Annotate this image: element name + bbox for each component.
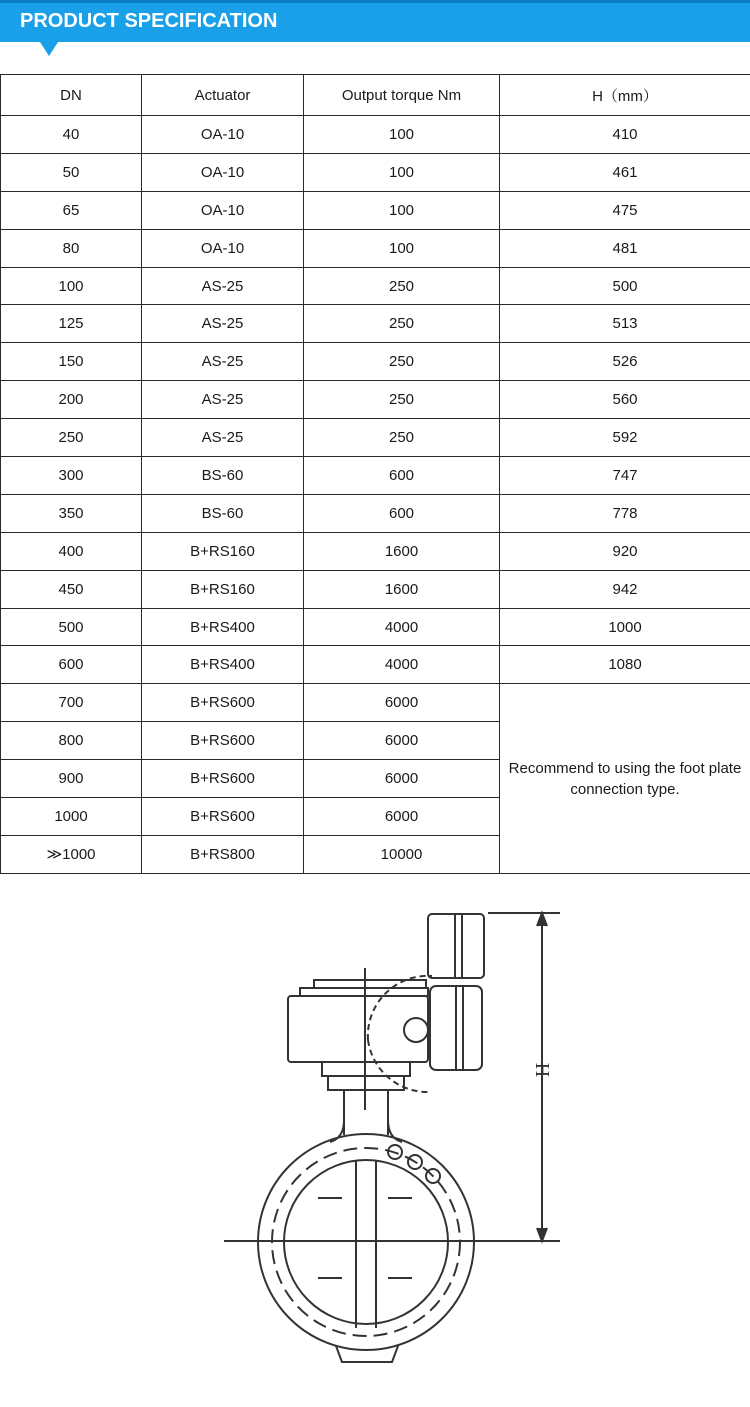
table-row: [1, 457, 750, 495]
cell-output-torque: 4000: [304, 646, 500, 684]
cell-actuator: B+RS800: [142, 835, 304, 873]
cell-actuator: B+RS600: [142, 684, 304, 722]
cell-height: 1080: [500, 646, 750, 684]
table-row: [1, 305, 750, 343]
cell-dn: 450: [1, 570, 142, 608]
cell-output-torque: 1600: [304, 570, 500, 608]
cell-height: 920: [500, 532, 750, 570]
cell-output-torque: 10000: [304, 835, 500, 873]
cell-output-torque: 600: [304, 494, 500, 532]
cell-output-torque: 6000: [304, 798, 500, 836]
cell-actuator: AS-25: [142, 305, 304, 343]
cell-height: 513: [500, 305, 750, 343]
table-row: [1, 191, 750, 229]
cell-actuator: OA-10: [142, 153, 304, 191]
table-row: [1, 608, 750, 646]
cell-actuator: AS-25: [142, 343, 304, 381]
cell-output-torque: 100: [304, 153, 500, 191]
cell-height: 461: [500, 153, 750, 191]
valve-drawing: [0, 880, 750, 1400]
cell-dn: 300: [1, 457, 142, 495]
cell-height: 475: [500, 191, 750, 229]
cell-output-torque: 4000: [304, 608, 500, 646]
cell-output-torque: 6000: [304, 760, 500, 798]
cell-dn: 250: [1, 419, 142, 457]
cell-actuator: BS-60: [142, 457, 304, 495]
cell-output-torque: 100: [304, 229, 500, 267]
cell-height: 500: [500, 267, 750, 305]
cell-dn: 200: [1, 381, 142, 419]
cell-height: 410: [500, 116, 750, 154]
cell-height: 526: [500, 343, 750, 381]
cell-actuator: B+RS400: [142, 646, 304, 684]
cell-actuator: OA-10: [142, 191, 304, 229]
cell-actuator: B+RS600: [142, 760, 304, 798]
cell-dn: 500: [1, 608, 142, 646]
table-row: [1, 267, 750, 305]
cell-output-torque: 250: [304, 381, 500, 419]
cell-output-torque: 100: [304, 191, 500, 229]
cell-dn: 900: [1, 760, 142, 798]
cell-height: 560: [500, 381, 750, 419]
cell-actuator: B+RS600: [142, 798, 304, 836]
cell-dn: 40: [1, 116, 142, 154]
table-row: [1, 229, 750, 267]
table-row: [1, 153, 750, 191]
dimension-label-h: H: [531, 1062, 553, 1078]
cell-actuator: B+RS160: [142, 532, 304, 570]
cell-dn: 65: [1, 191, 142, 229]
cell-dn: 400: [1, 532, 142, 570]
note-cell: [500, 684, 750, 873]
cell-actuator: AS-25: [142, 381, 304, 419]
cell-output-torque: 6000: [304, 684, 500, 722]
cell-output-torque: 600: [304, 457, 500, 495]
cell-output-torque: 250: [304, 419, 500, 457]
header-output-torque: Output torque Nm: [304, 75, 500, 116]
header-height: H（mm）: [500, 75, 750, 116]
table-header-row: [1, 75, 750, 116]
cell-height: 1000: [500, 608, 750, 646]
header-actuator: Actuator: [142, 75, 304, 116]
cell-actuator: AS-25: [142, 267, 304, 305]
table-row: [1, 494, 750, 532]
cell-output-torque: 250: [304, 343, 500, 381]
cell-dn: 100: [1, 267, 142, 305]
cell-output-torque: 250: [304, 267, 500, 305]
cell-actuator: B+RS160: [142, 570, 304, 608]
cell-height: 592: [500, 419, 750, 457]
table-row: [1, 381, 750, 419]
cell-dn: 350: [1, 494, 142, 532]
foot-plate-note: Recommend to using the foot plate connection type.: [508, 759, 742, 798]
cell-actuator: OA-10: [142, 229, 304, 267]
cell-dn: 125: [1, 305, 142, 343]
table-body: [1, 116, 750, 874]
cell-dn: 700: [1, 684, 142, 722]
cell-output-torque: 1600: [304, 532, 500, 570]
table-row: [1, 116, 750, 154]
cell-actuator: OA-10: [142, 116, 304, 154]
cell-height: 481: [500, 229, 750, 267]
cell-output-torque: 100: [304, 116, 500, 154]
table-row: [1, 532, 750, 570]
cell-dn: 600: [1, 646, 142, 684]
cell-dn: 150: [1, 343, 142, 381]
cell-height: 942: [500, 570, 750, 608]
cell-dn: 800: [1, 722, 142, 760]
cell-actuator: B+RS400: [142, 608, 304, 646]
header-dn: DN: [1, 75, 142, 116]
cell-dn: 80: [1, 229, 142, 267]
cell-actuator: AS-25: [142, 419, 304, 457]
cell-height: 778: [500, 494, 750, 532]
cell-output-torque: 6000: [304, 722, 500, 760]
banner-pointer-icon: [40, 42, 58, 56]
banner-title: PRODUCT SPECIFICATION: [20, 10, 278, 32]
table-row: [1, 684, 750, 722]
table-row: [1, 419, 750, 457]
cell-height: 747: [500, 457, 750, 495]
cell-output-torque: 250: [304, 305, 500, 343]
table-row: [1, 343, 750, 381]
table-row: [1, 570, 750, 608]
table-row: [1, 646, 750, 684]
cell-dn: 1000: [1, 798, 142, 836]
cell-dn: 50: [1, 153, 142, 191]
section-banner: [0, 0, 750, 42]
specification-table: [0, 74, 750, 874]
cell-dn: ≫1000: [1, 835, 142, 873]
cell-actuator: BS-60: [142, 494, 304, 532]
gearbox: [288, 996, 428, 1062]
cell-actuator: B+RS600: [142, 722, 304, 760]
